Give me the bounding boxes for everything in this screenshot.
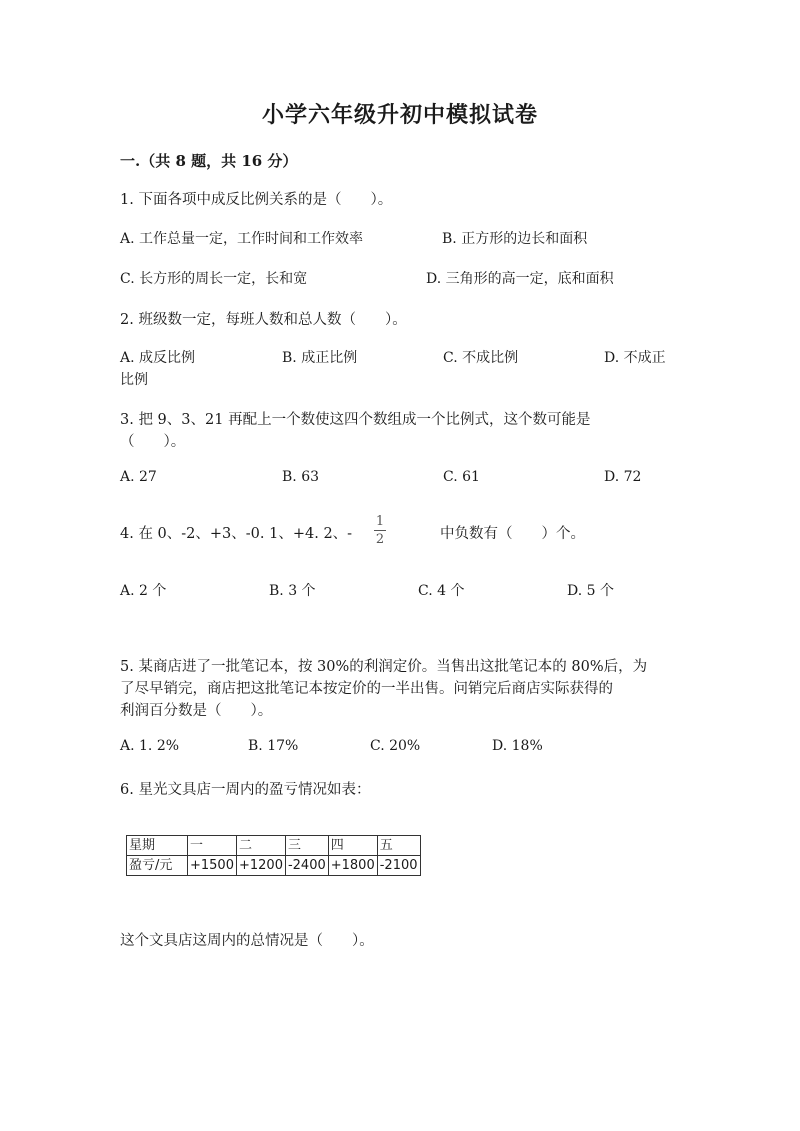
q5-option-b: B. 17% [248, 738, 299, 754]
q5-option-c: C. 20% [370, 738, 421, 754]
table-row [127, 856, 421, 876]
q3-option-d: D. 72 [604, 469, 642, 485]
q5-option-a: A. 1. 2% [120, 738, 180, 754]
q1-option-d: D. 三角形的高一定，底和面积 [426, 271, 614, 287]
table-cell: +1200 [236, 856, 285, 876]
table-cell: -2400 [285, 856, 328, 876]
q4-option-a: A. 2 个 [120, 583, 167, 599]
table-cell: 盈亏/元 [127, 856, 188, 876]
question-3-continued: （ ）。 [120, 434, 186, 450]
table-cell: +1800 [328, 856, 377, 876]
fraction-denominator: 2 [375, 532, 385, 547]
q4-option-c: C. 4 个 [418, 583, 465, 599]
profit-loss-table [126, 835, 421, 876]
question-5-line-1: 5. 某商店进了一批笔记本，按 30%的利润定价。当售出这批笔记本的 80%后，为 [120, 659, 648, 675]
question-5-line-2: 了尽早销完，商店把这批笔记本按定价的一半出售。问销完后商店实际获得的 [120, 681, 613, 697]
table-cell: +1500 [188, 856, 237, 876]
table-header-cell: 五 [377, 836, 420, 856]
q1-option-a: A. 工作总量一定，工作时间和工作效率 [120, 231, 364, 247]
table-header-cell: 一 [188, 836, 237, 856]
table-header-cell: 星期 [127, 836, 188, 856]
page-title: 小学六年级升初中模拟试卷 [261, 102, 538, 128]
question-6: 6. 星光文具店一周内的盈亏情况如表： [120, 782, 371, 798]
question-6-followup: 这个文具店这周内的总情况是（ ）。 [120, 933, 374, 949]
fraction-one-half [372, 514, 388, 547]
q2-option-c: C. 不成比例 [443, 350, 519, 366]
q2-option-d: D. 不成正 [604, 350, 666, 366]
table-header-cell: 三 [285, 836, 328, 856]
q3-option-a: A. 27 [120, 469, 157, 485]
q3-option-c: C. 61 [443, 469, 480, 485]
table-cell: -2100 [377, 856, 420, 876]
q2-option-b: B. 成正比例 [282, 350, 358, 366]
q5-option-d: D. 18% [492, 738, 543, 754]
q3-option-b: B. 63 [282, 469, 320, 485]
q4-option-d: D. 5 个 [567, 583, 614, 599]
fraction-bar [374, 530, 386, 531]
q1-option-b: B. 正方形的边长和面积 [442, 231, 588, 247]
fraction-numerator: 1 [375, 514, 385, 529]
q4-option-b: B. 3 个 [269, 583, 316, 599]
question-1: 1. 下面各项中成反比例关系的是（ ）。 [120, 192, 393, 208]
table-header-cell: 二 [236, 836, 285, 856]
table-header-cell: 四 [328, 836, 377, 856]
q2-option-a: A. 成反比例 [120, 350, 196, 366]
question-5-line-3: 利润百分数是（ ）。 [120, 703, 273, 719]
table-header-row [127, 836, 421, 856]
question-4-suffix: 中负数有（ ）个。 [440, 526, 585, 542]
question-4: 4. 在 0、-2、+3、-0. 1、+4. 2、- [120, 526, 353, 542]
section-heading: 一.（共 8 题，共 16 分） [120, 152, 298, 170]
question-3: 3. 把 9、3、21 再配上一个数使这四个数组成一个比例式，这个数可能是 [120, 412, 591, 428]
question-2: 2. 班级数一定，每班人数和总人数（ ）。 [120, 312, 407, 328]
q1-option-c: C. 长方形的周长一定，长和宽 [120, 271, 308, 287]
q2-option-d-continued: 比例 [120, 372, 148, 388]
